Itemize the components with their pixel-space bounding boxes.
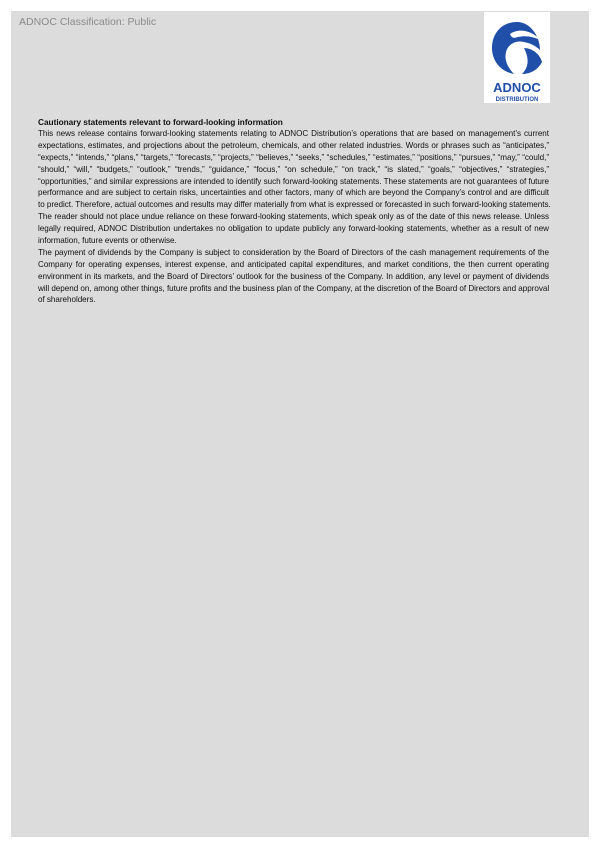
document-page [11, 11, 589, 837]
adnoc-distribution-logo [484, 12, 550, 103]
text-line: The reader should not place undue reliance on these forward-looking statements, which speak only as of the date of this news release. Unless [38, 212, 549, 222]
text-line: “opportunities,” and similar expressions are intended to identify such forward-looking statements. These statements are not guarantees of future [38, 176, 549, 186]
text-line: legally required, ADNOC Distribution undertakes no obligation to update publicly any forward-looking statements, whether as a result of new [38, 224, 549, 234]
paragraph [38, 247, 549, 306]
text-line: performance and are subject to certain risks, uncertainties and other factors, many of which are beyond the Company’s control and are difficult [38, 188, 549, 198]
text-line: environment in its markets, and the Board of Directors’ outlook for the business of the Company. In addition, any level or payment of dividends [38, 271, 549, 281]
text-line: The payment of dividends by the Company is subject to consideration by the Board of Directors of the cash management requirements of the [38, 247, 549, 257]
svg-text:DISTRIBUTION: DISTRIBUTION [495, 97, 539, 103]
text-line: Company for operating expenses, interest expense, and anticipated capital expenditures, and market conditions, the then current operating [38, 259, 549, 269]
classification-label: ADNOC Classification: Public [19, 16, 157, 28]
text-line: to predict. Therefore, actual outcomes and results may differ materially from what is expressed or forecasted in such forward-looking statements. [38, 200, 551, 210]
text-line: “expects,” “intends,” “plans,” “targets,” “forecasts,” “projects,” “believes,” “seeks,” “schedules,” “estimates,” “positions,” “pursues,” “may,” “could,” [38, 152, 549, 162]
text-line: of shareholders. [38, 295, 96, 305]
text-line: This news release contains forward-looking statements relating to ADNOC Distribution’s operations that are based on management’s current [38, 129, 549, 138]
text-line: information, future events or otherwise. [38, 236, 177, 246]
text-line: will depend on, among other things, future profits and the business plan of the Company, at the discretion of the Board of Directors and approval [38, 283, 550, 293]
svg-text:ADNOC: ADNOC [493, 80, 541, 95]
section-title: Cautionary statements relevant to forward-looking information [38, 117, 283, 127]
text-line: “should,” “will,” “budgets,” “outlook,” “trends,” “guidance,” “focus,” “on schedule,” “on track,” “is slated,” “goals,” “objectives,” “strategies,” [38, 164, 549, 174]
text-line: expectations, estimates, and projections about the petroleum, chemicals, and other related industries. Words or phrases such as “anticipates,” [38, 140, 549, 150]
cautionary-statement [38, 116, 549, 306]
paragraph [38, 128, 549, 247]
